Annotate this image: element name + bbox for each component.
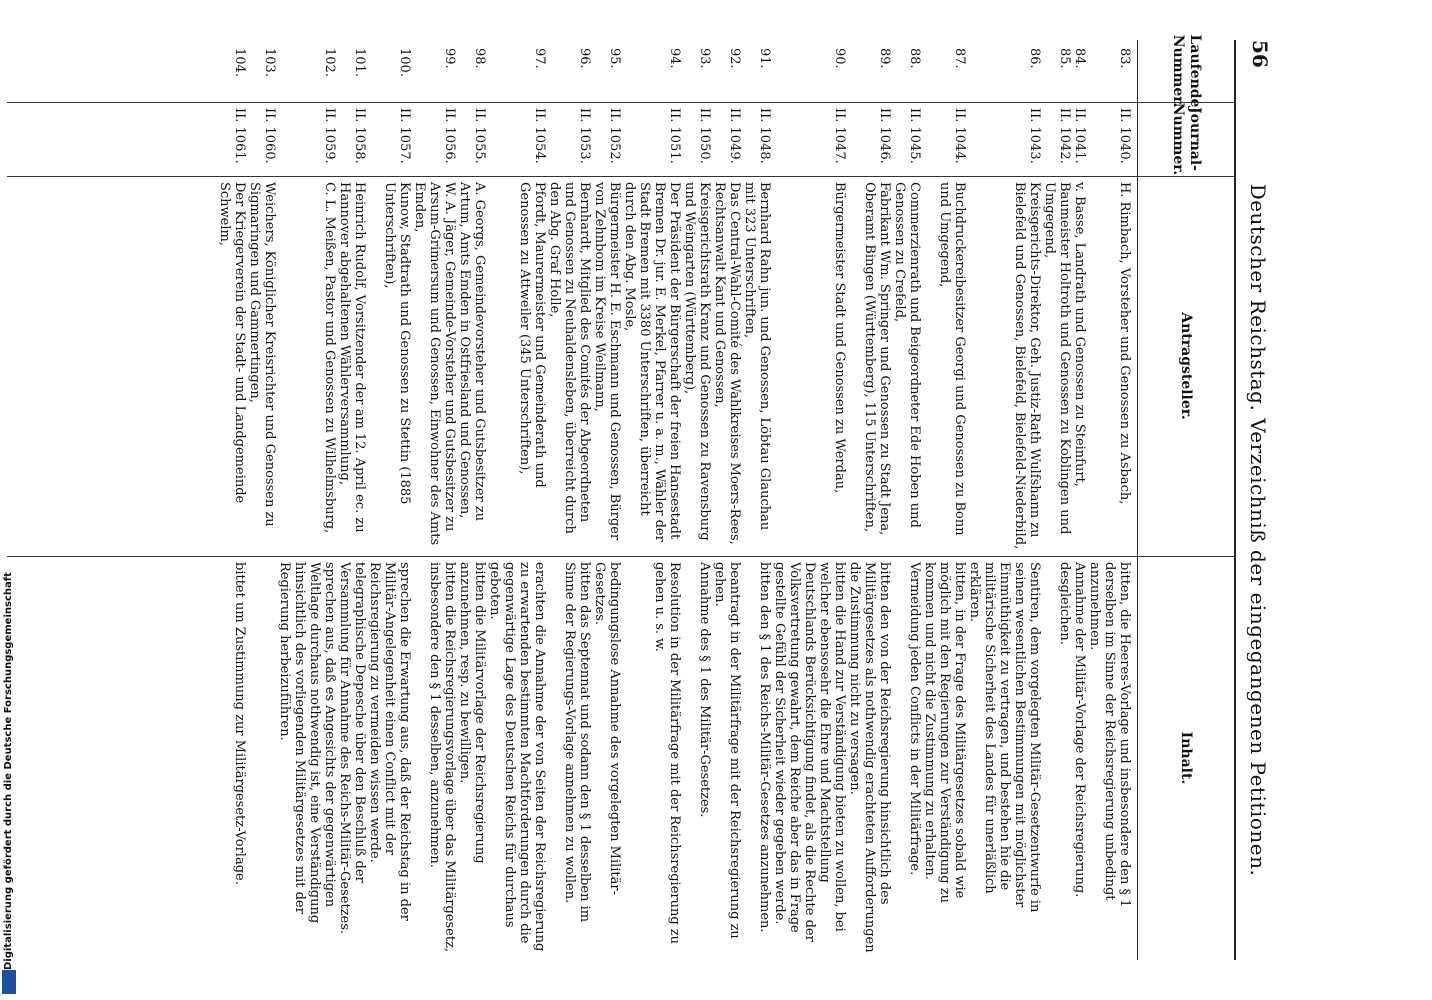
cell-laufende-nummer: 101. [352,48,367,77]
cell-laufende-nummer: 89. [877,48,892,69]
table-row [772,40,847,960]
cell-laufende-nummer: 87. [952,48,967,69]
cell-inhalt: Vermeidung jeden Conflicts in der Militärfrage. [907,562,922,876]
cell-journal-nummer: II. 1047. [832,108,847,164]
table-row [1042,40,1072,960]
table-row [487,40,547,960]
cell-journal-nummer: II. 1058. [352,108,367,164]
cell-journal-nummer: II. 1046. [877,108,892,164]
table-row [547,40,592,960]
cell-inhalt: bitten das Septennat und sodann den § 1 desselben im Sinne der Regierungs-Vorlage annehmen zu wollen. [562,562,592,923]
cell-journal-nummer: II. 1060. [262,108,277,164]
cell-journal-nummer: II. 1054. [532,108,547,164]
cell-laufende-nummer: 88. [907,48,922,69]
cell-journal-nummer: II. 1055. [472,108,487,164]
document-page [7,34,1272,960]
cell-journal-nummer: II. 1045. [907,108,922,164]
table-row [1072,40,1087,960]
table-row [682,40,712,960]
cell-inhalt: sprechen die Erwartung aus, daß der Reichstag in der Militär-Angelegenheit einen Conflict mit der Reichsregierung zu vermeiden wissen werde. [367,562,412,921]
table-row [622,40,682,960]
cell-journal-nummer: II. 1050. [697,108,712,164]
table-row [412,40,457,960]
table-row [337,40,367,960]
header-antragsteller: Antragsteller. [1178,312,1195,420]
cell-inhalt [247,556,277,960]
cell-antragsteller: W. A. Jäger, Gemeinde-Vorsteher und Gutsbesitzer zu Arsum-Grimersum und Genossen, Einwohner des Amts Emden, [412,182,457,546]
cell-inhalt: Annahme des § 1 des Militär-Gesetzes. [697,562,712,818]
cell-antragsteller: v. Basse, Landrath und Genossen zu Steinfurt, [1072,182,1087,487]
cell-journal-nummer: II. 1049. [727,108,742,164]
cell-laufende-nummer: 97. [532,48,547,69]
table-row [592,40,622,960]
header-bottom-rule [1137,40,1138,960]
cell-laufende-nummer: 91. [757,48,772,69]
cell-laufende-nummer: 99. [442,48,457,69]
petition-table [217,40,1132,960]
cell-laufende-nummer: 83. [1117,48,1132,69]
cell-laufende-nummer: 93. [697,48,712,69]
cell-journal-nummer: II. 1048. [757,108,772,164]
cell-inhalt: telegraphische Depesche über den Beschluß der Versammlung für Annahme des Reichs-Militär-Gesetzes. [337,562,367,935]
header-laufende-nummer: Laufende Nummer. [1170,34,1203,108]
cell-journal-nummer: II. 1051. [667,108,682,164]
table-row [217,40,247,960]
cell-inhalt: erachten die Annahme der von Seiten der Reichsregierung zu erwartenden bestimmten Machtforderungen durch die gegenwärtige Lage des Deutschen Reichs für durchaus geboten. [487,562,547,952]
cell-inhalt: Annahme der Militär-Vorlage der Reichsregierung. [1072,562,1087,898]
cell-antragsteller: Kunow, Stadtrath und Genossen zu Stettin (1885 Unterschriften), [382,182,412,505]
cell-inhalt: bitten den § 1 des Reichs-Militär-Gesetzes anzunehmen. [757,562,772,933]
cell-antragsteller: C. L. Meißen, Pastor und Genossen zu Wilhelmsburg, [322,182,337,534]
page-title: Deutscher Reichstag. Verzeichniß der eingegangenen Petitionen. [1246,183,1270,877]
cell-antragsteller: Bürgermeister H. E. Eschmann und Genossen, Bürger von Zehnbom im Kreise Weilmann, [592,182,622,541]
cell-laufende-nummer: 102. [322,48,337,77]
cell-laufende-nummer: 95. [607,48,622,69]
table-row [922,40,967,960]
cell-journal-nummer: II. 1043. [1027,108,1042,164]
cell-laufende-nummer: 84. [1072,48,1087,69]
table-row [247,40,277,960]
cell-laufende-nummer: 92. [727,48,742,69]
cell-antragsteller: Buchdruckereibesitzer Georgi und Genossen zu Bonn und Umgegend, [937,182,967,536]
cell-inhalt: bitten die Hand zur Verständigung bieten zu wollen, bei welcher ebensosehr die Ehre und Machtstellung Deutschlands Berücksichtigung findet, als die Rechte der Volksvertretung gewahrt, dem Reiche aber das in Frage gestellte Gefühl der Sicherheit wieder gegeben werde. [772,562,847,942]
cell-inhalt: bittet um Zustimmung zur Militärgesetz-Vorlage. [232,562,247,885]
cell-laufende-nummer: 100. [397,48,412,77]
cell-journal-nummer: II. 1059. [322,108,337,164]
cell-antragsteller: Pfordt, Maurermeister und Gemeinderath und Genossen zu Attweiler (345 Unterschriften), [517,182,547,488]
cell-antragsteller: Der Präsident der Bürgerschaft der freien Hansestadt Bremen Dr. jur. E. Merkel, Pfarrer u. a. m., Wähler der Stadt Bremen mit 3380 Unterschriften, überreicht durch den Abg. Mosle, [622,182,682,542]
cell-journal-nummer: II. 1042. [1057,108,1072,164]
page-number: 56 [1248,40,1272,68]
table-row [277,40,337,960]
cell-journal-nummer: II. 1040. [1117,108,1132,164]
cell-antragsteller: Fabrikant Wm. Springer und Genossen zu Stadt Jena, Oberamt Bingen (Württemberg), 115 Unterschriften, [862,182,892,536]
cell-inhalt: bitten die Reichsregierungsvorlage über das Militärgesetz, insbesondere den § 1 desselben, anzunehmen. [427,562,457,953]
digitization-note [0,0,16,1000]
cell-inhalt: bitten, in der Frage des Militärgesetzes sobald wie möglich mit den Regierungen zur Verständigung zu kommen und nicht die Zustimmung zu erhalten. [922,562,967,903]
cell-laufende-nummer: 96. [577,48,592,69]
cell-antragsteller: A. Georgs, Gemeindevorsteher und Gutsbesitzer zu Artum, Amts Emden in Ostfriesland und Genossen, [457,182,487,522]
table-row [367,40,412,960]
table-row [847,40,892,960]
header-inhalt: Inhalt. [1178,731,1195,785]
cell-inhalt: beantragt in der Militärfrage mit der Reichsregierung zu gehen. [712,562,742,939]
cell-journal-nummer: II. 1061. [232,108,247,164]
header-journal-nummer: Journal- Nummer. [1170,102,1203,176]
cell-antragsteller: Baumeister Holtroth und Genossen zu Koblingen und Umgegend, [1042,182,1072,535]
cell-laufende-nummer: 103. [262,48,277,77]
cell-laufende-nummer: 85. [1057,48,1072,69]
table-row [967,40,1042,960]
cell-laufende-nummer: 94. [667,48,682,69]
cell-inhalt: Resolution in der Militärfrage mit der Reichsregierung zu gehen u. s. w. [652,562,682,945]
cell-antragsteller: Das Central-Wahl-Comité des Wahlkreises Moers-Rees, Rechtsanwalt Kant und Genossen, [712,182,742,545]
cell-journal-nummer: II. 1052. [607,108,622,164]
cell-laufende-nummer: 90. [832,48,847,69]
cell-antragsteller: H. Rimbach, Vorsteher und Genossen zu Asbach, [1117,182,1132,505]
table-row [712,40,742,960]
cell-inhalt: bedingungslose Annahme des vorgelegten Militär-Gesetzes. [592,562,622,895]
cell-journal-nummer: II. 1056. [442,108,457,164]
table-row [1087,40,1132,960]
side-note-text: Digitalisierung gefördert durch die Deutsche Forschungsgemeinschaft [3,572,14,970]
cell-inhalt: bitten die Militärvorlage der Reichsregierung anzunehmen, resp. zu bewilligen. [457,562,487,864]
cell-antragsteller: Der Kriegerverein der Stadt- und Landgemeinde Schwelm, [217,182,247,504]
cell-antragsteller: Kreisgerichtsrath Kranz und Genossen zu Ravensburg und Weingarten (Württemberg), [682,182,712,541]
cell-inhalt: desgleichen. [1057,562,1072,645]
table-row [892,40,922,960]
header-top-rule [1234,40,1236,960]
table-row [457,40,487,960]
cell-antragsteller: Bernhardt, Mitglied des Comités der Abgeordneten und Genossen zu Neuhaldensleben, überreicht durch den Abg. Graf Holle, [547,182,592,534]
cell-antragsteller: Bernhard Rahn jun. und Genossen, Löbtau Glauchau mit 323 Unterschriften, [742,182,772,531]
cell-laufende-nummer: 86. [1027,48,1042,69]
table-row [742,40,772,960]
cell-antragsteller: Weichers, Königlicher Kreisrichter und Genossen zu Sigmaringen und Gammertingen, [247,182,277,527]
cell-antragsteller: Kreisgerichts-Direktor, Geh. Justiz-Rath Wulfshann zu Bielefeld und Genossen, Bielefeld, Bielefeld-Niederbild, [1012,182,1042,550]
cell-journal-nummer: II. 1053. [577,108,592,164]
cell-journal-nummer: II. 1044. [952,108,967,164]
cell-antragsteller: Commerzienrath und Beigeordneter Ede Hoben und Genossen zu Crefeld, [892,182,922,528]
dfg-logo [2,970,16,994]
cell-journal-nummer: II. 1057. [397,108,412,164]
cell-antragsteller: Bürgermeister Stadt und Genossen zu Werdau, [832,182,847,494]
cell-antragsteller: Heinrich Rudolf, Vorsitzender der am 12. April ec. zu Hannover abgehaltenen Wählerversammlung, [337,182,367,533]
cell-inhalt: bitten den von der Reichsregierung hinsichtlich des Militärgesetzes als nothwendig erachteten Aufforderungen die Zustimmung nicht zu versagen. [847,562,892,953]
cell-inhalt: bitten, die Heeres-Vorlage und insbesondere den § 1 derselben im Sinne der Reichsregierung unbedingt anzunehmen. [1087,562,1132,908]
cell-laufende-nummer: 98. [472,48,487,69]
cell-inhalt: sprechen aus, daß es Angesichts der gegenwärtigen Weltlage durchaus nothwendig ist, eine Verständigung hinsichtlich des vorliegenden Militärgesetzes mit der Regierung herbeizuführen. [277,562,337,924]
cell-inhalt: Sentiren, dem vorgelegten Militär-Gesetzentwurfe in seinen wesentlichen Bestimmungen mit möglichster Einmüthigkeit zu vertragen, und bestehen hie die militärische Sicherheit des Landes für unerläßlich erklären. [967,562,1042,913]
cell-journal-nummer: II. 1041. [1072,108,1087,164]
cell-laufende-nummer: 104. [232,48,247,77]
